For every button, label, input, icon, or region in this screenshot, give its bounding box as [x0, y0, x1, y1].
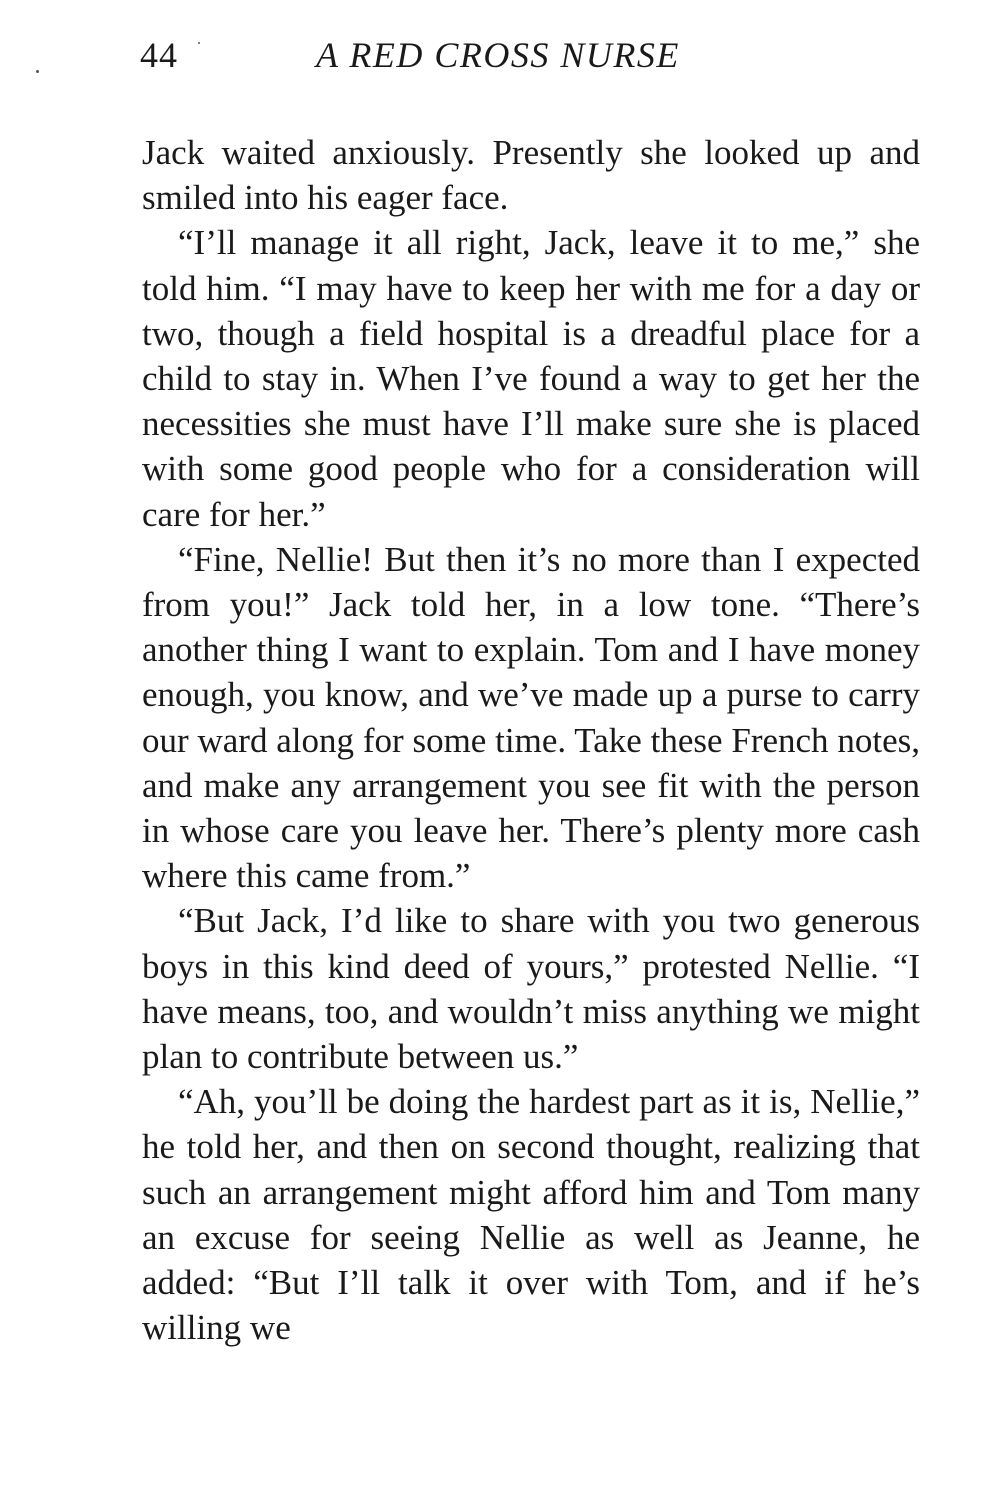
running-head: [140, 34, 920, 84]
body-text: [142, 130, 920, 1350]
paragraph: “I’ll manage it all right, Jack, leave it to me,” she told him. “I may have to keep her with me for a day or two, though a field hospital is a dreadful place for a child to stay in. When I’ve found a way to get her the necessities she must have I’ll make sure she is placed with some good people who for a consideration will care for her.”: [142, 223, 920, 534]
print-speck: [36, 70, 39, 73]
paragraph: Jack waited anxiously. Presently she looked up and smiled into his eager face.: [142, 133, 920, 218]
paragraph: “But Jack, I’d like to share with you two generous boys in this kind deed of yours,” protested Nellie. “I have means, too, and wouldn’t miss anything we might plan to contribute between us.”: [142, 901, 920, 1077]
paragraph: “Fine, Nellie! But then it’s no more than I expected from you!” Jack told her, in a low tone. “There’s another thing I want to explain. Tom and I have money enough, you know, and we’ve made up a purse to carry our ward along for some time. Take these French notes, and make any arrangement you see fit with the person in whose care you leave her. There’s plenty more cash where this came from.”: [142, 539, 920, 896]
print-speck: [198, 42, 200, 44]
book-title: A RED CROSS NURSE: [316, 35, 680, 75]
page-number: 44: [140, 35, 178, 75]
paragraph: “Ah, you’ll be doing the hardest part as it is, Nellie,” he told her, and then on second thought, realizing that such an arrangement might afford him and Tom many an excuse for seeing Nellie as well as Jeanne, he added: “But I’ll talk it over with Tom, and if he’s willing we: [142, 1082, 920, 1348]
